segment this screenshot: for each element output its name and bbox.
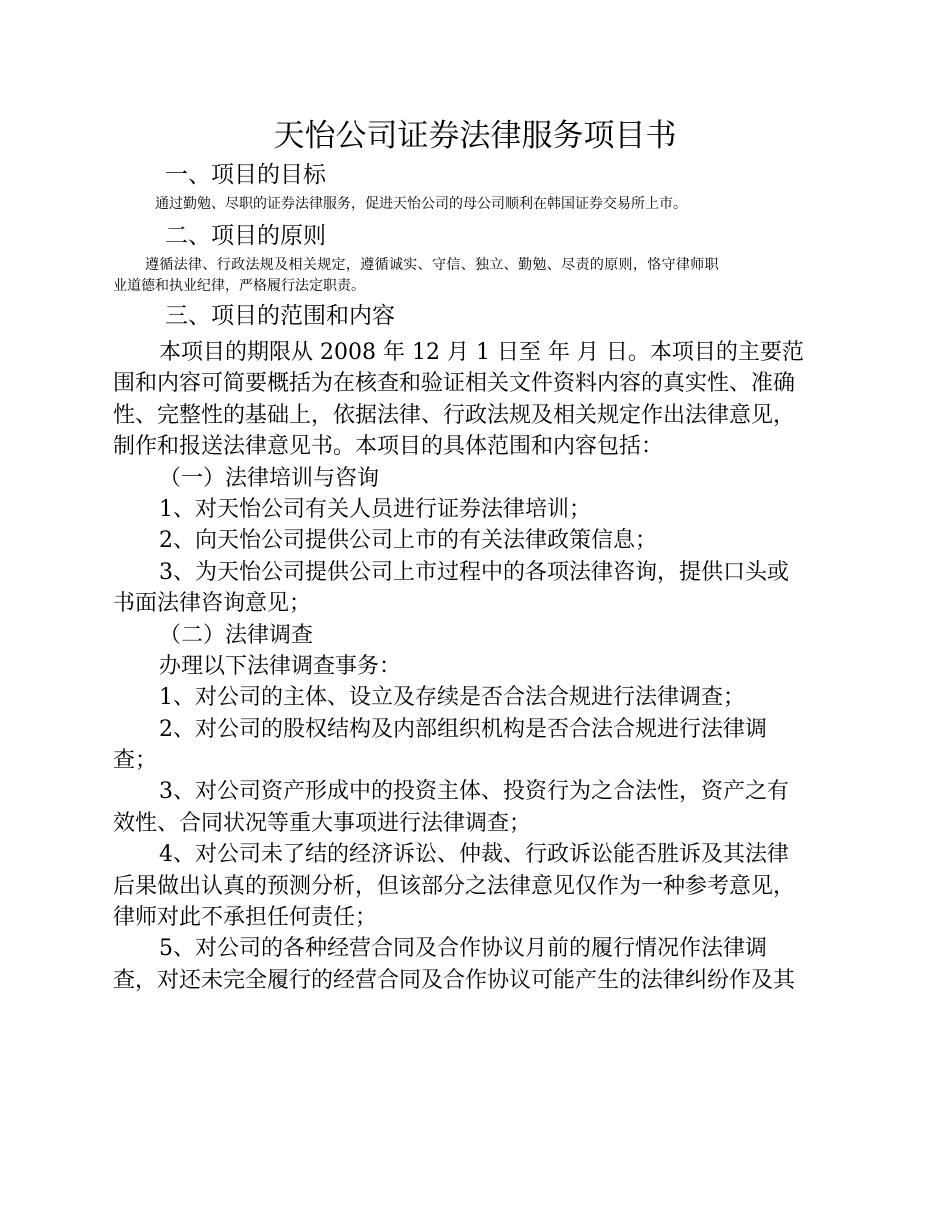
section-heading-principle: 二、项目的原则 bbox=[165, 223, 326, 249]
body-line: 本项目的期限从 2008 年 12 月 1 日至 年 月 日。本项目的主要范 bbox=[159, 340, 804, 365]
body-line: 性、完整性的基础上，依据法律、行政法规及相关规定作出法律意见， bbox=[113, 402, 796, 428]
body-line: 5、对公司的各种经营合同及合作协议月前的履行情况作法律调 bbox=[159, 936, 767, 962]
body-line: 书面法律咨询意见； bbox=[113, 591, 312, 617]
body-line: 后果做出认真的预测分析，但该部分之法律意见仅作为一种参考意见， bbox=[113, 873, 796, 899]
goal-text: 通过勤勉、尽职的证券法律服务，促进天怡公司的母公司顺利在韩国证券交易所上市。 bbox=[155, 196, 687, 212]
body-line: 4、对公司未了结的经济诉讼、仲裁、行政诉讼能否胜诉及其法律 bbox=[159, 842, 789, 868]
body-line: 查； bbox=[113, 748, 158, 774]
body-line: 1、对公司的主体、设立及存续是否合法合规进行法律调查； bbox=[159, 685, 745, 711]
body-line: 3、为天怡公司提供公司上市过程中的各项法律咨询，提供口头或 bbox=[159, 559, 789, 585]
body-line: 办理以下法律调查事务： bbox=[159, 653, 402, 679]
body-line: 效性、合同状况等重大事项进行法律调查； bbox=[113, 810, 532, 836]
body-line: （二）法律调查 bbox=[159, 622, 314, 648]
principle-text-line: 遵循法律、行政法规及相关规定，遵循诚实、守信、独立、勤勉、尽责的原则，恪守律师职 bbox=[145, 257, 719, 273]
body-line: 2、对公司的股权结构及内部组织机构是否合法合规进行法律调 bbox=[159, 716, 767, 742]
body-line: 查，对还未完全履行的经营合同及合作协议可能产生的法律纠纷作及其 bbox=[113, 967, 796, 993]
body-line: 制作和报送法律意见书。本项目的具体范围和内容包括： bbox=[113, 434, 664, 460]
principle-text-line: 业道德和执业纪律，严格履行法定职责。 bbox=[113, 278, 365, 294]
body-line: 2、向天怡公司提供公司上市的有关法律政策信息； bbox=[159, 528, 657, 554]
body-line: 围和内容可简要概括为在核查和验证相关文件资料内容的真实性、准确 bbox=[113, 371, 796, 397]
body-line: 律师对此不承担任何责任； bbox=[113, 905, 378, 931]
section-heading-scope: 三、项目的范围和内容 bbox=[165, 303, 395, 329]
body-line: （一）法律培训与咨询 bbox=[159, 465, 380, 491]
body-line: 3、对公司资产形成中的投资主体、投资行为之合法性，资产之有 bbox=[159, 779, 789, 805]
scope-body bbox=[113, 337, 833, 996]
section-heading-goal: 一、项目的目标 bbox=[165, 162, 326, 188]
body-line: 1、对天怡公司有关人员进行证券法律培训； bbox=[159, 496, 591, 522]
document-title: 天怡公司证券法律服务项目书 bbox=[273, 118, 677, 154]
